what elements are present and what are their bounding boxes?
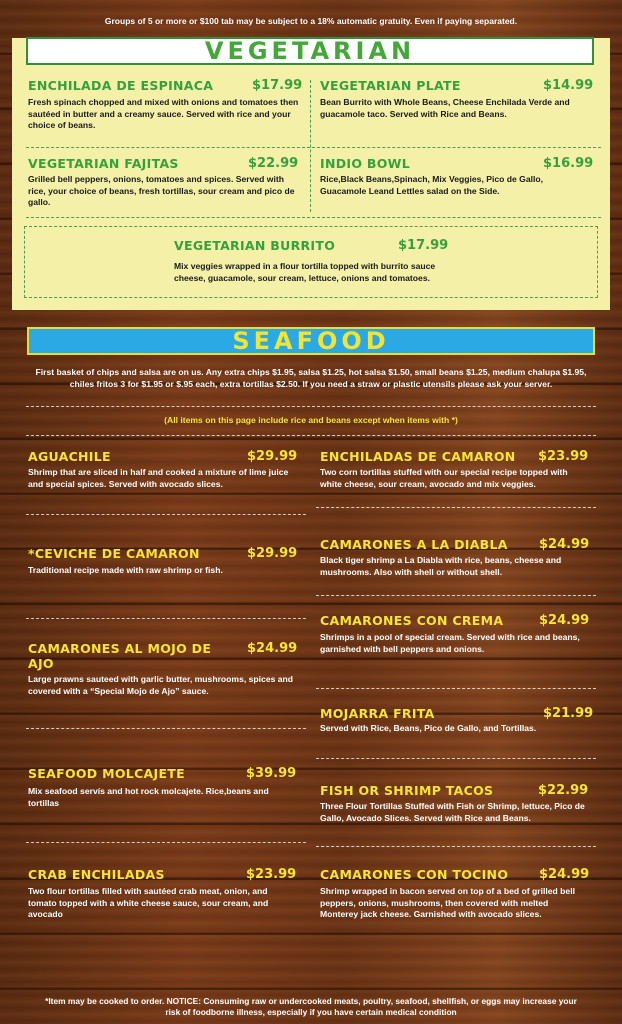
section-divider xyxy=(26,406,596,407)
menu-item-description: Served with Rice, Beans, Pico de Gallo, and Tortillas. xyxy=(320,723,537,733)
item-divider xyxy=(316,595,596,596)
menu-item-description: Mix veggies wrapped in a flour tortilla topped with burrito sauce cheese, guacamole, sour cream, lettuce, onions and tomatoes. xyxy=(174,261,436,283)
menu-item-price: $23.99 xyxy=(246,867,297,882)
menu-item-description: Mix seafood servís and hot rock molcajete. Rice,beans and tortillas xyxy=(28,786,269,808)
menu-item-description: Rice,Black Beans,Spinach, Mix Veggies, Pico de Gallo, Guacamole Leand Lettles salad on the Side. xyxy=(320,174,544,196)
menu-item-description: Traditional recipe made with raw shrimp or fish. xyxy=(28,565,223,575)
gratuity-note: Groups of 5 or more or $100 tab may be subject to a 18% automatic gratuity. Even if paying separated. xyxy=(104,16,518,26)
menu-item-description: Large prawns sauteed with garlic butter, mushrooms, spices and covered with a “Special Mojo de Ajo” sauce. xyxy=(28,674,294,696)
menu-item-description: Black tiger shrimp a La Diabla with rice, beans, cheese and mushrooms. Also with shell or without shell. xyxy=(320,555,562,577)
menu-item-name: ENCHILADA DE ESPINACA xyxy=(28,78,214,93)
menu-item-price: $17.99 xyxy=(252,78,303,93)
menu-item-price: $21.99 xyxy=(543,706,594,721)
menu-item-price: $24.99 xyxy=(247,641,298,656)
menu-item-name: AGUACHILE xyxy=(28,449,111,464)
menu-item-name: ENCHILADAS DE CAMARON xyxy=(320,449,516,464)
menu-item-name: CRAB ENCHILADAS xyxy=(28,867,165,882)
menu-item-name: CAMARONES CON CREMA xyxy=(320,613,504,628)
menu-item-name: INDIO BOWL xyxy=(320,156,411,171)
item-divider xyxy=(316,846,596,847)
menu-item-price: $24.99 xyxy=(539,537,590,552)
menu-item-name: SEAFOOD MOLCAJETE xyxy=(28,766,185,781)
vegetarian-row-divider xyxy=(26,217,601,218)
menu-item-name: VEGETARIAN BURRITO xyxy=(174,238,336,253)
menu-item-name: *CEVICHE DE CAMARON xyxy=(28,546,200,561)
menu-item-price: $39.99 xyxy=(246,766,297,781)
item-divider xyxy=(26,842,306,843)
vegetarian-heading-banner xyxy=(26,37,594,65)
menu-item-price: $17.99 xyxy=(398,238,449,253)
item-divider xyxy=(26,514,306,515)
vegetarian-heading: VEGETARIAN xyxy=(204,37,416,65)
menu-item-name: VEGETARIAN PLATE xyxy=(320,78,461,93)
seafood-heading: SEAFOOD xyxy=(232,327,390,355)
menu-item-price: $14.99 xyxy=(543,78,594,93)
item-divider xyxy=(316,507,596,508)
section-divider xyxy=(26,435,596,436)
item-divider xyxy=(26,618,306,619)
menu-item-description: Two flour tortillas filled with sautéed crab meat, onion, and tomato topped with a white cheese sauce, sour cream, and avocado xyxy=(28,886,269,919)
item-divider xyxy=(316,688,596,689)
menu-item-price: $22.99 xyxy=(248,156,299,171)
vegetarian-column-divider xyxy=(310,80,311,212)
menu-item-name: CAMARONES A LA DIABLA xyxy=(320,537,508,552)
vegetarian-row-divider xyxy=(26,147,601,148)
menu-item-price: $22.99 xyxy=(538,783,589,798)
item-divider xyxy=(316,758,596,759)
menu-item-price: $29.99 xyxy=(247,546,298,561)
menu-item-description: Fresh spinach chopped and mixed with onions and tomatoes then sautéed in butter and a creamy sauce. Served with rice and your choice of beans. xyxy=(28,97,299,130)
menu-item-description: Grilled bell peppers, onions, tomatoes and spices. Served with rice, your choice of beans, fresh tortillas, sour cream and pico de gallo. xyxy=(28,174,295,207)
menu-item-price: $24.99 xyxy=(539,613,590,628)
menu-item-price: $23.99 xyxy=(538,449,589,464)
seafood-heading-banner xyxy=(27,327,595,355)
menu-item-description: Shrimp that are sliced in half and cooked a mixture of lime juice and special spices. Served with avocado slices. xyxy=(28,467,289,489)
menu-item-description: Three Flour Tortillas Stuffed with Fish or Shrimp, lettuce, Pico de Gallo, Avocado Slices. Served with Rice and Beans. xyxy=(320,801,585,823)
menu-item-name: CAMARONES AL MOJO DE AJO xyxy=(28,641,212,671)
menu-item-description: Bean Burrito with Whole Beans, Cheese Enchilada Verde and guacamole taco. Served with Rice and Beans. xyxy=(320,97,570,119)
item-divider xyxy=(26,728,306,729)
menu-item-name: CAMARONES CON TOCINO xyxy=(320,867,509,882)
menu-item-price: $16.99 xyxy=(543,156,594,171)
menu-item-name: MOJARRA FRITA xyxy=(320,706,435,721)
menu-item-price: $29.99 xyxy=(247,449,298,464)
menu-item-description: Two corn tortillas stuffed with our special recipe topped with white cheese, sour cream, avocado and mix veggies. xyxy=(320,467,568,489)
menu-item-description: Shrimps in a pool of special cream. Served with rice and beans, garnished with bell peppers and onions. xyxy=(320,632,580,654)
rice-beans-note: (All items on this page include rice and beans except when items with *) xyxy=(164,415,458,425)
menu-item-price: $24.99 xyxy=(539,867,590,882)
menu-item-description: Shrimp wrapped in bacon served on top of a bed of grilled bell peppers, onions, mushrooms, then covered with melted Monterey jack cheese. Garnished with avocado slices. xyxy=(320,886,575,919)
food-safety-notice: *Item may be cooked to order. NOTICE: Consuming raw or undercooked meats, poultry, seafood, shellfish, or eggs may increase your risk of foodborne illness, especially if you have certain medical condition xyxy=(45,996,577,1017)
chips-salsa-note: First basket of chips and salsa are on us. Any extra chips $1.95, salsa $1.25, hot salsa $1.50, small beans $1.25, medium chalupa $1.95, chiles fritos 3 for $1.95 or $.95 each, extra tortillas $2.50. If you need a straw or plastic utensils please ask your server. xyxy=(35,367,587,389)
menu-item-name: FISH OR SHRIMP TACOS xyxy=(320,783,494,798)
menu-item-name: VEGETARIAN FAJITAS xyxy=(28,156,179,171)
